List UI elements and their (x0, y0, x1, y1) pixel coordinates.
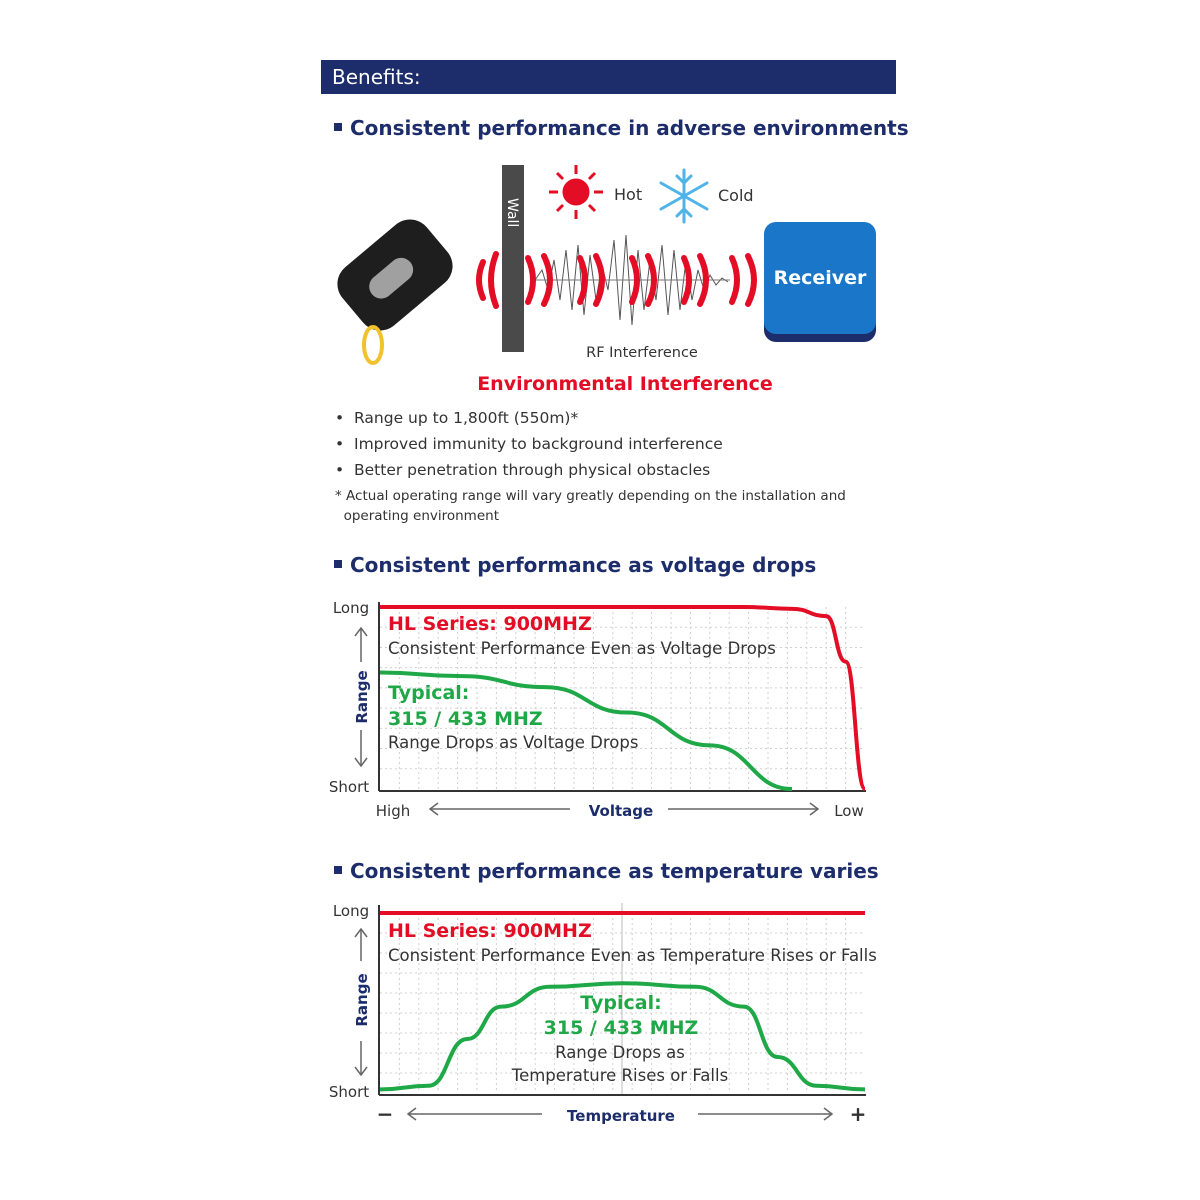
hl-series-title: HL Series: 900MHZ (388, 920, 592, 942)
typical-title: Typical: (388, 682, 470, 704)
wall-label: Wall (504, 198, 520, 228)
receiver-label: Receiver (773, 267, 867, 289)
y-top-label: Long (332, 599, 370, 617)
square-bullet-icon (334, 866, 342, 874)
typical-desc-line2: Temperature Rises or Falls (511, 1066, 729, 1085)
typical-title: Typical: (580, 992, 662, 1014)
x-right-label: Low (834, 802, 864, 820)
key-fob-icon (328, 211, 461, 340)
section3-heading (334, 859, 879, 883)
cold-label: Cold (718, 186, 754, 205)
hl-series-desc: Consistent Performance Even as Temperature Rises or Falls (388, 946, 877, 965)
section1-heading (334, 116, 909, 140)
bullet-text: Range up to 1,800ft (550m)* (354, 409, 579, 427)
footnote: * Actual operating range will vary greatly depending on the installation and operating environment (335, 488, 846, 524)
bullet-text: Improved immunity to background interference (354, 435, 723, 453)
sun-icon (549, 165, 603, 219)
bullet-text: Better penetration through physical obstacles (354, 461, 711, 479)
hl-series-title: HL Series: 900MHZ (388, 613, 592, 635)
square-bullet-icon (334, 123, 342, 131)
x-left-label: High (375, 802, 411, 820)
square-bullet-icon (334, 560, 342, 568)
x-axis-title: Voltage (588, 802, 654, 820)
x-axis-title: Temperature (567, 1107, 675, 1125)
footnote-line2: operating environment (343, 508, 499, 524)
typical-desc-line1: Range Drops as (555, 1043, 685, 1062)
section3-heading-text: Consistent performance as temperature varies (350, 859, 879, 883)
section1-heading-text: Consistent performance in adverse environments (350, 116, 909, 140)
bullet-item: • Improved immunity to background interference (335, 435, 723, 453)
bullet-item: • Better penetration through physical obstacles (335, 461, 711, 479)
x-right-label: + (849, 1102, 867, 1126)
x-left-label: − (376, 1102, 394, 1126)
snowflake-icon (661, 170, 707, 222)
environmental-interference-label: Environmental Interference (477, 373, 773, 395)
section2-heading (334, 553, 816, 577)
bullet-item: • Range up to 1,800ft (550m)* (335, 409, 579, 427)
y-bottom-label: Short (328, 1083, 370, 1101)
y-top-label: Long (332, 902, 370, 920)
footnote-line1: Actual operating range will vary greatly depending on the installation and (346, 488, 846, 504)
y-bottom-label: Short (328, 778, 370, 796)
hl-series-desc: Consistent Performance Even as Voltage Drops (388, 639, 776, 658)
key-ring-icon (364, 327, 382, 363)
hot-label: Hot (614, 185, 643, 204)
interference-illustration (320, 150, 900, 410)
typical-desc: Range Drops as Voltage Drops (388, 733, 639, 752)
banner-title: Benefits: (332, 65, 421, 89)
rf-interference-label: RF Interference (586, 345, 698, 361)
wall-icon (502, 165, 524, 352)
section2-heading-text: Consistent performance as voltage drops (350, 553, 817, 577)
typical-frequency: 315 / 433 MHZ (388, 708, 543, 730)
y-axis-title: Range (353, 973, 371, 1027)
typical-frequency: 315 / 433 MHZ (543, 1017, 699, 1039)
y-axis-title: Range (353, 670, 371, 724)
